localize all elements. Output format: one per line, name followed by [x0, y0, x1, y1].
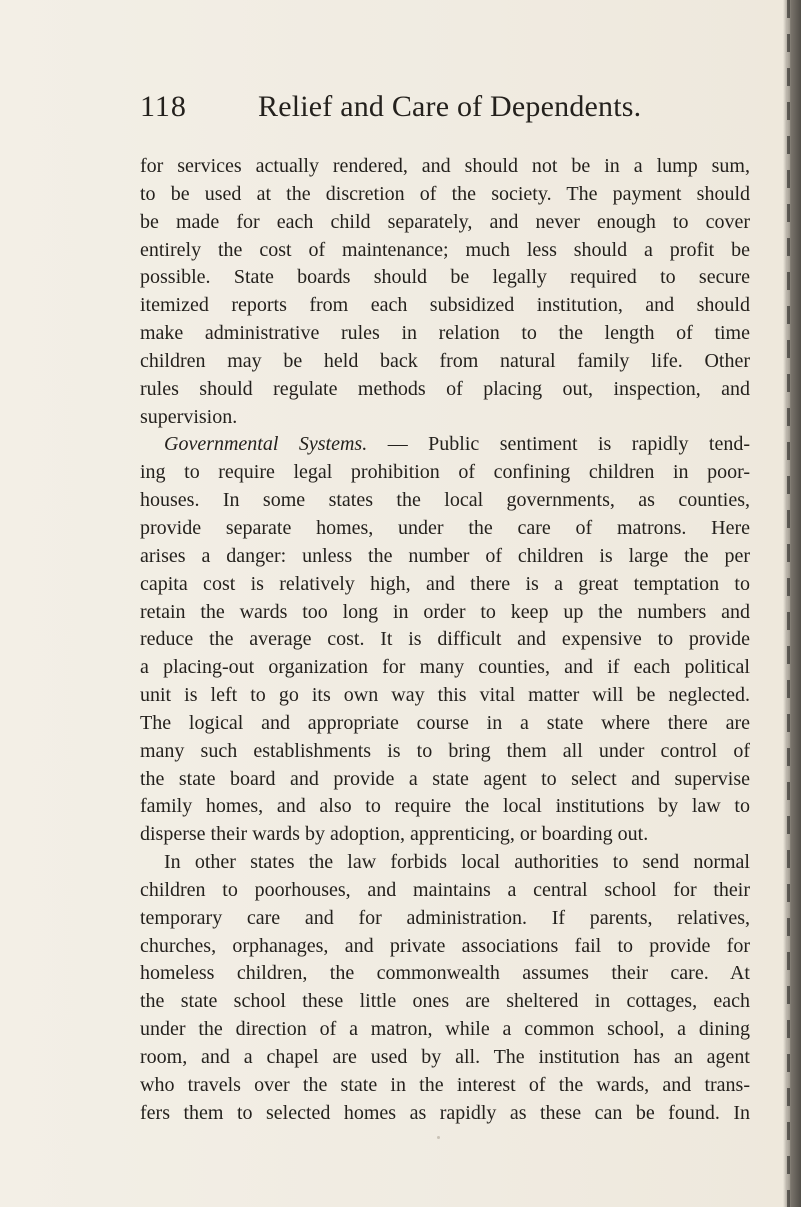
text-line: rules should regulate methods of placing out, inspection, and: [140, 377, 750, 400]
text-line: retain the wards too long in order to keep up the numbers and: [140, 600, 750, 623]
text-line: reduce the average cost. It is difficult and expensive to provide: [140, 628, 750, 651]
text-line: houses. In some states the local governments, as counties,: [140, 489, 750, 512]
text-line: temporary care and for administration. If parents, relatives,: [140, 906, 750, 929]
page-header: [140, 90, 750, 130]
text-line: unit is left to go its own way this vital matter will be neglected.: [140, 684, 750, 707]
page-body: [140, 153, 750, 1128]
text-line: the state school these little ones are sheltered in cottages, each: [140, 990, 750, 1013]
text-line: be made for each child separately, and never enough to cover: [140, 210, 750, 233]
text-line: In other states the law forbids local authorities to send normal: [164, 851, 750, 874]
text-line: make administrative rules in relation to the length of time: [140, 322, 750, 345]
text-line: for services actually rendered, and should not be in a lump sum,: [140, 155, 750, 177]
text-line: under the direction of a matron, while a common school, a dining: [140, 1018, 750, 1041]
text-line: ing to require legal prohibition of confining children in poor-: [140, 461, 750, 484]
section-heading-continuation: — Public sentiment is rapidly tend-: [367, 433, 750, 456]
text-line: to be used at the discretion of the society. The payment should: [140, 182, 750, 205]
text-line: disperse their wards by adoption, apprenticing, or boarding out.: [140, 823, 649, 846]
text-line: a placing-out organization for many counties, and if each political: [140, 656, 750, 679]
text-line: possible. State boards should be legally required to secure: [140, 266, 750, 289]
section-heading-line: [140, 431, 750, 459]
text-line: arises a danger: unless the number of children is large the per: [140, 544, 750, 567]
section-heading: Governmental Systems.: [164, 433, 368, 456]
text-line: children to poorhouses, and maintains a central school for their: [140, 878, 750, 901]
text-line: fers them to selected homes as rapidly as these can be found. In: [140, 1101, 750, 1124]
text-line: The logical and appropriate course in a state where there are: [140, 711, 750, 734]
text-line: churches, orphanages, and private associations fail to provide for: [140, 934, 750, 957]
text-line: homeless children, the commonwealth assumes their care. At: [140, 962, 750, 985]
text-line: capita cost is relatively high, and there is a great temptation to: [140, 572, 750, 595]
text-line: the state board and provide a state agent to select and supervise: [140, 767, 750, 790]
text-line: supervision.: [140, 405, 238, 428]
text-line: who travels over the state in the interest of the wards, and trans-: [140, 1073, 750, 1096]
paper-speck: [437, 1136, 440, 1139]
page-number: 118: [140, 90, 187, 123]
text-line: provide separate homes, under the care of matrons. Here: [140, 516, 750, 539]
text-line: many such establishments is to bring them all under control of: [140, 739, 750, 762]
text-line: entirely the cost of maintenance; much less should a profit be: [140, 238, 750, 261]
text-line: itemized reports from each subsidized institution, and should: [140, 294, 750, 317]
running-title: Relief and Care of Dependents.: [258, 90, 642, 123]
book-spine-edge: [783, 0, 801, 1207]
text-line: children may be held back from natural family life. Other: [140, 349, 750, 372]
text-line: room, and a chapel are used by all. The institution has an agent: [140, 1046, 750, 1068]
text-line: family homes, and also to require the local institutions by law to: [140, 795, 750, 818]
